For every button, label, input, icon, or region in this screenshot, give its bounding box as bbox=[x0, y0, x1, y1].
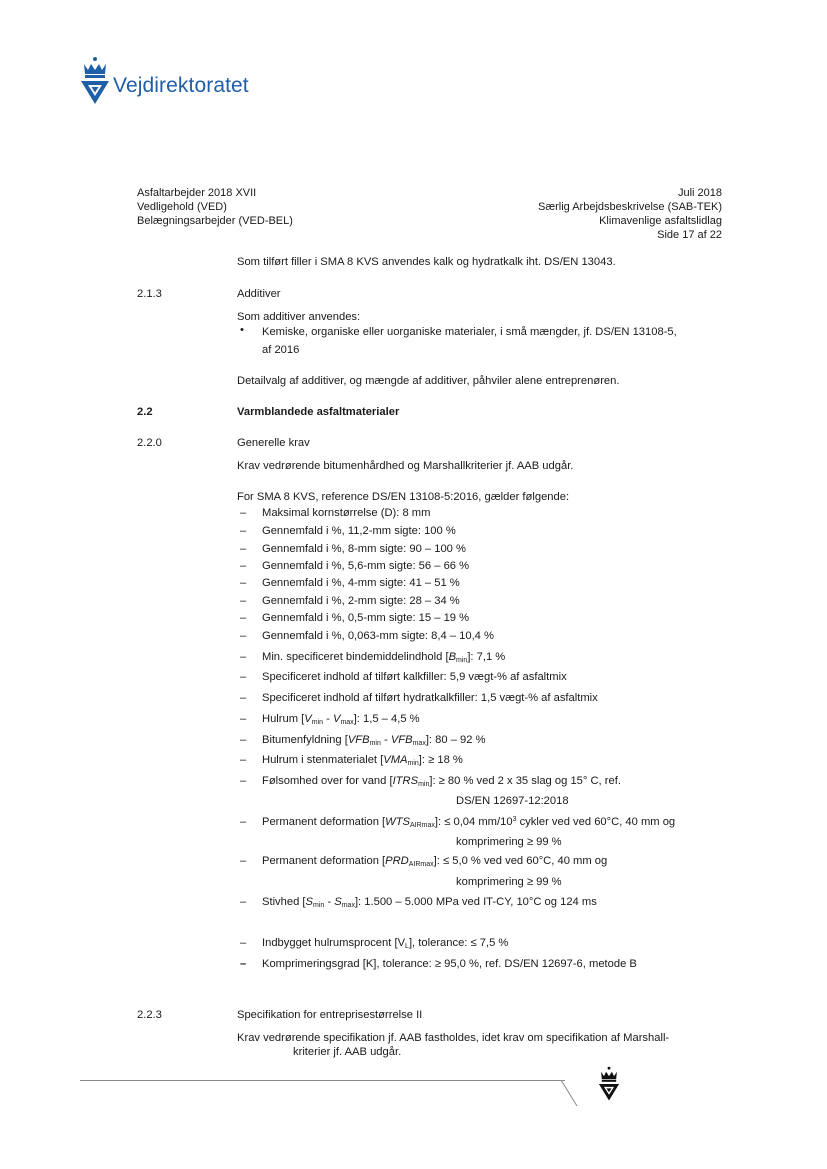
list-dash: – bbox=[240, 896, 247, 908]
list-item: Gennemfald i %, 2-mm sigte: 28 – 34 % bbox=[262, 595, 460, 607]
section-number-2-2-0: 2.2.0 bbox=[137, 437, 162, 449]
list-item: Gennemfald i %, 0,5-mm sigte: 15 – 19 % bbox=[262, 612, 470, 624]
section-number-2-1-3: 2.1.3 bbox=[137, 288, 162, 300]
generelle-krav-paragraph-2: For SMA 8 KVS, reference DS/EN 13108-5:2016, gælder følgende: bbox=[237, 491, 570, 503]
section-number-2-2-3: 2.2.3 bbox=[137, 1009, 162, 1021]
header-publication: Asfaltarbejder 2018 XVII bbox=[137, 187, 257, 199]
list-dash: – bbox=[240, 958, 247, 970]
additiver-intro: Som additiver anvendes: bbox=[237, 311, 361, 323]
list-dash: – bbox=[240, 734, 247, 746]
list-item: Gennemfald i %, 11,2-mm sigte: 100 % bbox=[262, 525, 456, 537]
list-dash: – bbox=[240, 577, 247, 589]
list-dash: – bbox=[240, 595, 247, 607]
list-item-continuation: komprimering ≥ 99 % bbox=[456, 876, 562, 888]
list-dash: – bbox=[240, 855, 247, 867]
list-item: Bitumenfyldning $[VFB_{min} - VFB_{max}]$: 80 – 92 % bbox=[262, 734, 486, 747]
list-dash: – bbox=[240, 630, 247, 642]
additiver-bullet-line2: af 2016 bbox=[262, 344, 300, 356]
list-dash: – bbox=[240, 754, 247, 766]
document-header-left bbox=[137, 186, 293, 228]
list-dash: – bbox=[240, 775, 247, 787]
list-dash: – bbox=[240, 713, 247, 725]
document-header-right bbox=[538, 186, 722, 242]
header-doc-title: Klimavenlige asfaltslidlag bbox=[599, 215, 722, 227]
section-title-specifikation: Specifikation for entreprisestørrelse II bbox=[237, 1009, 423, 1021]
filler-paragraph: Som tilført filler i SMA 8 KVS anvendes kalk og hydratkalk iht. DS/EN 13043. bbox=[237, 256, 616, 268]
list-dash: – bbox=[240, 816, 247, 828]
header-subcategory: Belægningsarbejder (VED-BEL) bbox=[137, 215, 293, 227]
list-dash: – bbox=[240, 612, 247, 624]
vejdirektoratet-crown-logo bbox=[78, 56, 112, 106]
list-item: Permanent deformation $[WTS_{AIRmax}]$: ≤ 0,04 $mm/10^3$ cykler ved ved 60°C, 40 mm og bbox=[262, 816, 676, 829]
header-category: Vedligehold (VED) bbox=[137, 201, 227, 213]
header-date: Juli 2018 bbox=[677, 187, 722, 199]
list-item: Specificeret indhold af tilført hydratkalkfiller: 1,5 vægt-% af asfaltmix bbox=[262, 692, 598, 704]
list-item: Komprimeringsgrad [K], tolerance: ≥ 95,0 %, ref. DS/EN 12697-6, metode B bbox=[262, 958, 637, 970]
section-title-varmblandede: Varmblandede asfaltmaterialer bbox=[237, 406, 400, 418]
additiver-detail-paragraph: Detailvalg af additiver, og mængde af additiver, påhviler alene entreprenøren. bbox=[237, 375, 620, 387]
footer-crown-logo bbox=[596, 1066, 622, 1102]
list-item: Indbygget hulrumsprocent $[V_L]$, tolerance: ≤ 7,5 % bbox=[262, 937, 509, 950]
list-item: Hulrum $[V_{min} - V_{max}]$: 1,5 – 4,5 % bbox=[262, 713, 420, 726]
list-item: Gennemfald i %, 8-mm sigte: 90 – 100 % bbox=[262, 543, 466, 555]
specifikation-paragraph-line2: kriterier jf. AAB udgår. bbox=[293, 1046, 402, 1058]
list-dash: – bbox=[240, 671, 247, 683]
list-item: Specificeret indhold af tilført kalkfiller: 5,9 vægt-% af asfaltmix bbox=[262, 671, 567, 683]
list-item: Maksimal kornstørrelse (D): 8 mm bbox=[262, 507, 431, 519]
list-item: Gennemfald i %, 4-mm sigte: 41 – 51 % bbox=[262, 577, 460, 589]
section-number-2-2: 2.2 bbox=[137, 406, 153, 418]
list-dash: – bbox=[240, 507, 247, 519]
list-dash: – bbox=[240, 692, 247, 704]
list-dash: – bbox=[240, 937, 247, 949]
footer-rule bbox=[80, 1080, 565, 1081]
list-item-continuation: komprimering ≥ 99 % bbox=[456, 836, 562, 848]
list-item: Min. specificeret bindemiddelindhold $[B_{min}]$: 7,1 % bbox=[262, 651, 506, 664]
list-item: Følsomhed over for vand $[ITRS_{min}]$: ≥ 80 % ved 2 x 35 slag og 15° C, ref. bbox=[262, 775, 621, 788]
list-item: Gennemfald i %, 0,063-mm sigte: 8,4 – 10,4 % bbox=[262, 630, 494, 642]
list-item: Gennemfald i %, 5,6-mm sigte: 56 – 66 % bbox=[262, 560, 470, 572]
bullet-dot: • bbox=[240, 324, 244, 336]
header-page-number: Side 17 af 22 bbox=[657, 229, 722, 241]
list-item: Stivhed $[S_{min} - S_{max}]$: 1.500 – 5.000 MPa ved IT-CY, 10°C og 124 ms bbox=[262, 896, 597, 909]
list-dash: – bbox=[240, 651, 247, 663]
footer-slant-line bbox=[560, 1080, 580, 1108]
list-item-continuation: DS/EN 12697-12:2018 bbox=[456, 795, 569, 807]
list-dash: – bbox=[240, 543, 247, 555]
list-dash: – bbox=[240, 560, 247, 572]
header-doc-type: Særlig Arbejdsbeskrivelse (SAB-TEK) bbox=[537, 201, 722, 213]
section-title-generelle-krav: Generelle krav bbox=[237, 437, 310, 449]
specifikation-paragraph-line1: Krav vedrørende specifikation jf. AAB fastholdes, idet krav om specifikation af Marshall- bbox=[237, 1032, 670, 1044]
list-item: Hulrum i stenmaterialet $[VMA_{min}]$: ≥ 18 % bbox=[262, 754, 463, 767]
list-item: Permanent deformation $[PRD_{AIRmax}]$: ≤ 5,0 % ved ved 60°C, 40 mm og bbox=[262, 855, 608, 868]
section-title-additiver: Additiver bbox=[237, 288, 281, 300]
generelle-krav-paragraph-1: Krav vedrørende bitumenhårdhed og Marshallkriterier jf. AAB udgår. bbox=[237, 460, 574, 472]
brand-name: Vejdirektoratet bbox=[113, 74, 249, 97]
list-dash: – bbox=[240, 525, 247, 537]
additiver-bullet-line1: Kemiske, organiske eller uorganiske materialer, i små mængder, jf. DS/EN 13108-5, bbox=[262, 326, 677, 338]
